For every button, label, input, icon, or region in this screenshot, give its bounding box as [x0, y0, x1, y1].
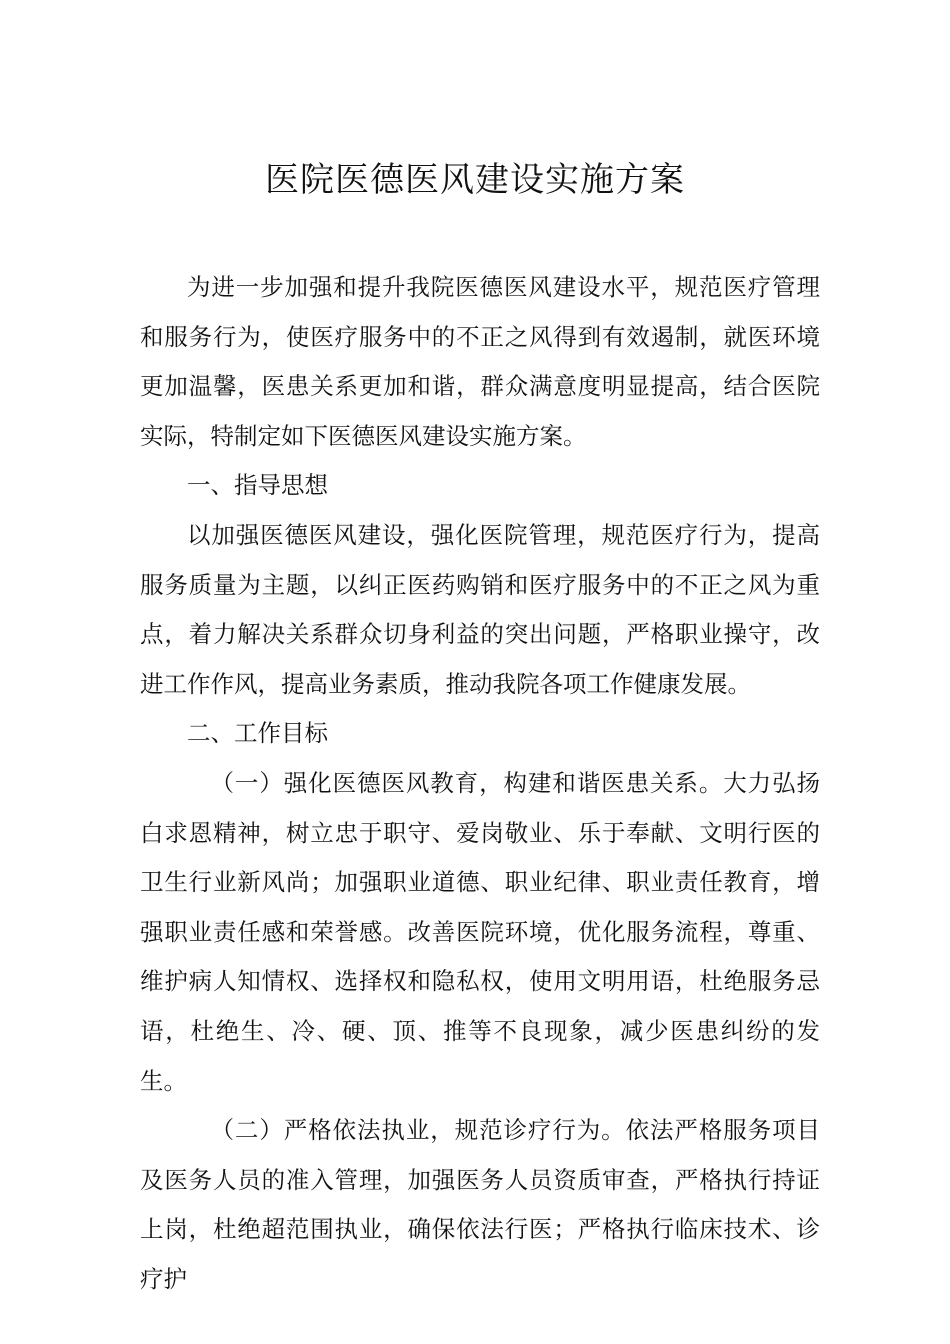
guiding-ideology-paragraph: 以加强医德医风建设，强化医院管理，规范医疗行为，提高服务质量为主题，以纠正医药购销和医疗服务中的不正之风为重点，着力解决关系群众切身利益的突出问题，严格职业操守，改进工作作风，提高业务素质，推动我院各项工作健康发展。	[140, 520, 820, 698]
document-body	[140, 263, 820, 1304]
work-goal-item-1: （一）强化医德医风教育，构建和谐医患关系。大力弘扬白求恩精神，树立忠于职守、爱岗敬业、乐于奉献、文明行医的卫生行业新风尚；加强职业道德、职业纪律、职业责任教育，增强职业责任感和荣誉感。改善医院环境，优化服务流程，尊重、维护病人知情权、选择权和隐私权，使用文明用语，杜绝服务忌语，杜绝生、冷、硬、顶、推等不良现象，减少医患纠纷的发生。	[140, 768, 820, 1095]
work-goal-item-2: （二）严格依法执业，规范诊疗行为。依法严格服务项目及医务人员的准入管理，加强医务人员资质审查，严格执行持证上岗，杜绝超范围执业，确保依法行医；严格执行临床技术、诊疗护	[140, 1116, 820, 1293]
document-title: 医院医德医风建设实施方案	[265, 160, 685, 200]
section-heading-work-goals: 二、工作目标	[187, 719, 328, 748]
section-heading-guiding-ideology: 一、指导思想	[187, 471, 328, 500]
intro-paragraph: 为进一步加强和提升我院医德医风建设水平，规范医疗管理和服务行为，使医疗服务中的不正之风得到有效遏制，就医环境更加温馨，医患关系更加和谐，群众满意度明显提高，结合医院实际，特制定如下医德医风建设实施方案。	[140, 273, 820, 450]
